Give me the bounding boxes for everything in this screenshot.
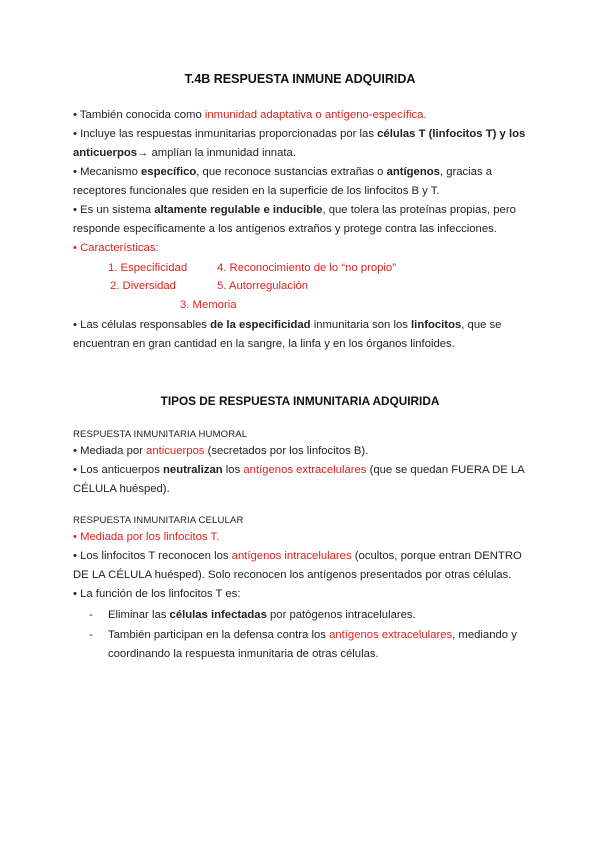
text: responde específicamente a los antígenos extraños y protege contra las infecciones. xyxy=(73,223,497,235)
bold-text: anticuerpos→ xyxy=(73,147,149,159)
highlight-text: anticuerpos xyxy=(146,445,205,457)
characteristic-item: 3. Memoria xyxy=(180,299,237,311)
characteristic-item: 2. Diversidad xyxy=(110,280,176,292)
bold-text: altamente regulable e inducible xyxy=(154,204,323,216)
text: coordinando la respuesta inmunitaria de otras células. xyxy=(108,648,379,660)
text: Las células responsables xyxy=(76,319,211,331)
highlight-text: • Mediada por los xyxy=(73,531,164,543)
highlight-text: antígenos extracelulares xyxy=(243,464,367,476)
text: Es un sistema xyxy=(76,204,155,216)
bold-text: células infectadas xyxy=(169,609,267,621)
line-continuation xyxy=(73,147,296,159)
text: Eliminar las xyxy=(108,609,170,621)
text: , que tolera las proteínas propias, pero xyxy=(322,204,516,216)
characteristic-item: 1. Especificidad xyxy=(108,262,188,274)
text: Incluye las respuestas inmunitarias proporcionadas por las xyxy=(76,128,378,140)
humoral-heading: RESPUESTA INMUNITARIA HUMORAL xyxy=(73,429,248,440)
dash-glyph: - xyxy=(89,609,93,621)
bold-text: linfocitos xyxy=(411,319,462,331)
dash-text xyxy=(108,629,517,641)
line-continuation xyxy=(73,483,170,495)
line-continuation xyxy=(73,338,455,350)
text: Los linfocitos T reconocen los xyxy=(76,550,232,562)
bold-text: células T (linfocitos T) y los xyxy=(377,128,526,140)
bold-text: neutralizan xyxy=(163,464,223,476)
bold-text: específico xyxy=(141,166,197,178)
text: Mediada por xyxy=(76,445,147,457)
bold-text: de la especificidad xyxy=(210,319,311,331)
text: CÉLULA huésped). xyxy=(73,483,170,495)
text: , mediando y xyxy=(452,629,517,641)
dash-glyph: - xyxy=(89,629,93,641)
text: Los anticuerpos xyxy=(76,464,164,476)
line-continuation xyxy=(73,569,511,581)
bullet-responsible-cells: • Las células responsables de la especificidad inmunitaria son los linfocitos, que se xyxy=(73,319,502,331)
section-title: TIPOS DE RESPUESTA INMUNITARIA ADQUIRIDA xyxy=(160,394,440,408)
text: , gracias a xyxy=(439,166,493,178)
text: receptores funcionales que residen en la superficie de los linfocitos B y T. xyxy=(73,185,440,197)
cellular-heading: RESPUESTA INMUNITARIA CELULAR xyxy=(73,515,244,526)
text: La función de los linfocitos T es: xyxy=(76,588,241,600)
text: por patógenos intracelulares. xyxy=(266,609,416,621)
text: Mecanismo xyxy=(76,166,142,178)
text: inmunitaria son los xyxy=(310,319,412,331)
bullet-neutralize: • Los anticuerpos neutralizan los antígenos extracelulares (que se quedan FUERA DE LA xyxy=(73,464,525,476)
highlight-text: antígenos extracelulares xyxy=(329,629,453,641)
dash-item-eliminate xyxy=(89,609,416,621)
bold-text: antígenos xyxy=(386,166,440,178)
bullet-cellular-mediated xyxy=(73,531,219,543)
highlight-text: inmunidad adaptativa o antígeno-específica. xyxy=(204,109,427,121)
document-title: T.4B RESPUESTA INMUNE ADQUIRIDA xyxy=(184,72,416,86)
characteristic-item: 4. Reconocimiento de lo “no propio” xyxy=(217,262,396,274)
text: DE LA CÉLULA huésped). Solo reconocen los antígenos presentados por otras células. xyxy=(73,569,512,581)
dash-item-participate xyxy=(89,629,517,641)
bullet-function: • La función de los linfocitos T es: xyxy=(73,588,241,600)
text: (secretados por los linfocitos B). xyxy=(204,445,369,457)
text: También participan en la defensa contra los xyxy=(108,629,330,641)
text: (ocultos, porque entran DENTRO xyxy=(351,550,522,562)
text: amplían la inmunidad innata. xyxy=(148,147,296,159)
text: También conocida como xyxy=(76,109,205,121)
text: los xyxy=(222,464,244,476)
text: encuentran en gran cantidad en la sangre, la linfa y en los órganos linfoides. xyxy=(73,338,455,350)
characteristic-item: 5. Autorregulación xyxy=(217,280,309,292)
bullet-humoral-mediated: • Mediada por anticuerpos (secretados por los linfocitos B). xyxy=(73,445,369,457)
bullet-glyph: • xyxy=(73,109,77,121)
bullet-recognize: • Los linfocitos T reconocen los antígenos intracelulares (ocultos, porque entran DENTRO xyxy=(73,550,522,562)
characteristics-heading: • Características: xyxy=(73,242,159,254)
bullet-includes: • Incluye las respuestas inmunitarias proporcionadas por las células T (linfocitos T) y los xyxy=(73,128,526,140)
text: (que se quedan FUERA DE LA xyxy=(366,464,525,476)
line-continuation xyxy=(73,223,497,235)
text: , que reconoce sustancias extrañas o xyxy=(196,166,387,178)
line-continuation xyxy=(73,185,440,197)
line-continuation xyxy=(108,648,379,660)
dash-text xyxy=(108,609,416,621)
text: , que se xyxy=(461,319,502,331)
highlight-text: antígenos intracelulares xyxy=(231,550,352,562)
bullet-mechanism: • Mecanismo específico, que reconoce sustancias extrañas o antígenos, gracias a xyxy=(73,166,493,178)
highlight-text: linfocitos T. xyxy=(163,531,220,543)
bullet-system: • Es un sistema altamente regulable e inducible, que tolera las proteínas propias, pero xyxy=(73,204,516,216)
bullet-also-known xyxy=(73,109,427,121)
